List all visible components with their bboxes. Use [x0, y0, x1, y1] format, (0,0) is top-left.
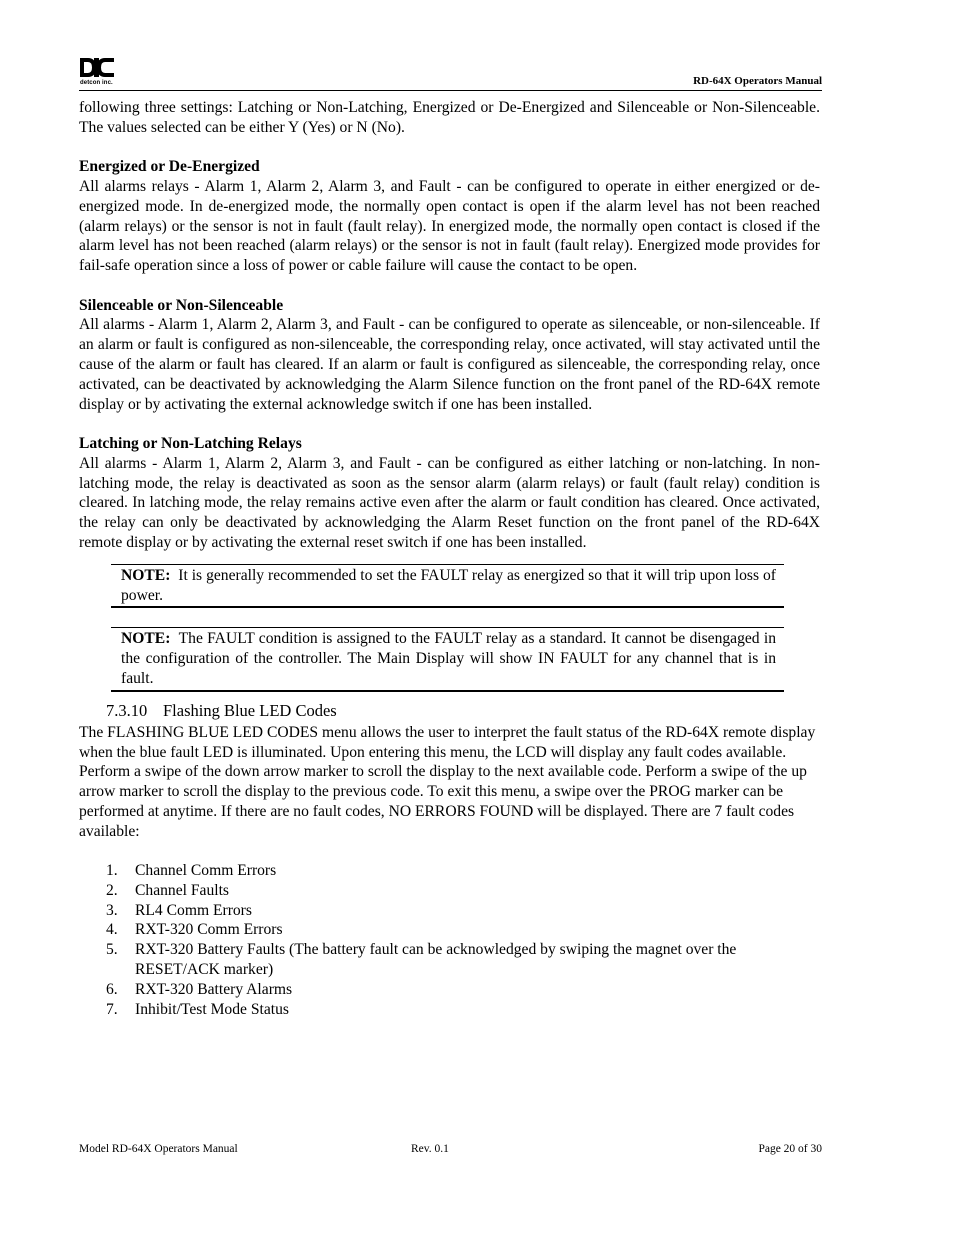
page-header — [79, 56, 822, 91]
list-item: 1. Channel Comm Errors — [106, 862, 277, 880]
footer-page-number: Page 20 of 30 — [758, 1143, 822, 1155]
note-box-energized — [111, 564, 784, 609]
list-item: 3. RL4 Comm Errors — [106, 901, 252, 919]
header-title: RD-64X Operators Manual — [693, 75, 822, 87]
fault-code-list — [79, 861, 820, 1019]
page-content — [79, 98, 820, 1019]
note-box-fault — [111, 627, 784, 691]
heading-energized: Energized or De-Energized — [79, 158, 260, 176]
note-text: The FAULT condition is assigned to the FAULT relay as a standard. It cannot be disengaged in the configuration of the controller. The Main Display will show IN FAULT for any channel that is in fault. — [121, 630, 776, 687]
list-item: 2. Channel Faults — [106, 881, 229, 899]
section-heading-7-3-10 — [106, 698, 820, 721]
footer-revision: Rev. 0.1 — [411, 1143, 449, 1155]
list-item: 5. RXT-320 Battery Faults (The battery fault can be acknowledged by swiping the magnet over the RESET/ACK marker) — [106, 941, 737, 979]
logo-text: detcon inc. — [80, 80, 113, 86]
section-number: 7.3.10 — [106, 700, 148, 720]
intro-paragraph: following three settings: Latching or Non-Latching, Energized or De-Energized and Silenceable or Non-Silenceable. The values selected can be either Y (Yes) or N (No). — [79, 99, 820, 136]
paragraph-flashing-led: The FLASHING BLUE LED CODES menu allows the user to interpret the fault status of the RD-64X remote display when the blue fault LED is illuminated. Upon entering this menu, the LCD will display any fault codes available. Perform a swipe of the down arrow marker to scroll the display to the next available code. Perform a swipe of the up arrow marker to scroll the display to the previous code. To exit this menu, a swipe over the PROG marker can be performed at anytime. If there are no fault codes, NO ERRORS FOUND will be displayed. There are 7 fault codes available: — [79, 723, 816, 840]
note-text: It is generally recommended to set the FAULT relay as energized so that it will trip upon loss of power. — [121, 566, 776, 604]
paragraph-energized: All alarms relays - Alarm 1, Alarm 2, Alarm 3, and Fault - can be configured to operate in either energized or de-energized mode. In de-energized mode, the normally open contact is open if the alarm level has not been reached (alarm relays) or the sensor is not in fault (fault relay). In energized mode, the normally open contact is closed if the alarm level has not been reached (alarm relays) or the sensor is not in fault (fault relay). Energized mode provides for fail-safe operation since a loss of power or cable failure will cause the contact to be open. — [79, 177, 820, 275]
heading-latching: Latching or Non-Latching Relays — [79, 434, 302, 452]
detcon-logo — [79, 56, 115, 89]
footer-manual-name: Model RD-64X Operators Manual — [79, 1143, 238, 1155]
list-item: 4. RXT-320 Comm Errors — [106, 921, 283, 939]
paragraph-silenceable: All alarms - Alarm 1, Alarm 2, Alarm 3, and Fault - can be configured to operate as silenceable, or non-silenceable. If an alarm or fault is configured as non-silenceable, the corresponding relay, once activated, will stay activated until the cause of the alarm or fault has cleared. If an alarm or fault is configured as silenceable, the corresponding relay, once activated, can be deactivated by acknowledging the Alarm Silence function on the front panel of the RD-64X remote display or by activating the external acknowledge switch if one has been installed. — [79, 316, 820, 413]
list-item: 7. Inhibit/Test Mode Status — [106, 1000, 289, 1018]
note-label: NOTE: — [121, 630, 171, 648]
list-item: 6. RXT-320 Battery Alarms — [106, 980, 293, 998]
detcon-logo-mark — [79, 56, 115, 80]
heading-silenceable: Silenceable or Non-Silenceable — [79, 296, 284, 314]
section-title: Flashing Blue LED Codes — [163, 700, 337, 720]
note-label: NOTE: — [121, 566, 171, 584]
paragraph-latching: All alarms - Alarm 1, Alarm 2, Alarm 3, and Fault - can be configured as either latching or non-latching. In non-latching mode, the relay is deactivated as soon as the sensor alarm (alarm relays) or fault (fault relay) condition is cleared. In latching mode, the relay remains active even after the alarm or fault condition has cleared. Once activated, the relay can only be deactivated by acknowledging the Alarm Reset function on the front panel of the RD-64X remote display or by activating the external reset switch if one has been installed. — [79, 454, 820, 551]
